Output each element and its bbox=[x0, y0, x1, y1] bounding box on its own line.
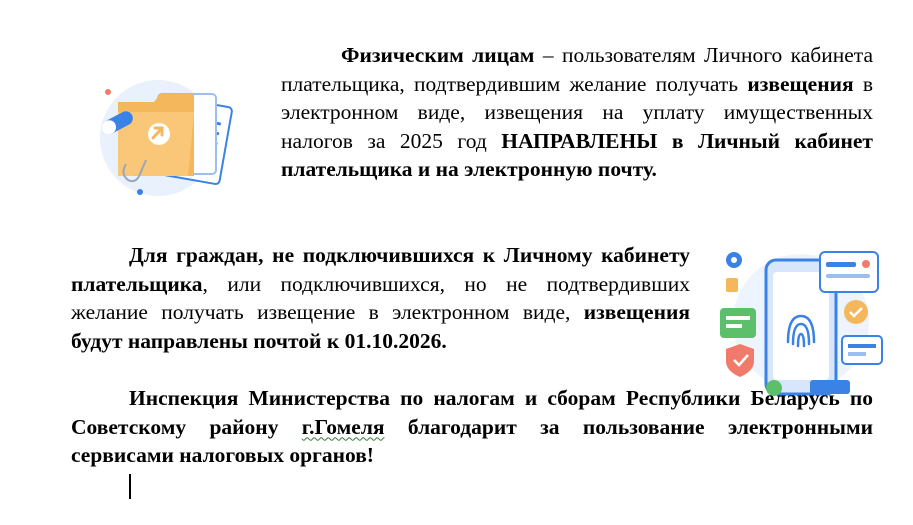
text-segment: – пользователям Личного кабинета плательщика, подтвердившим желание получать bbox=[281, 43, 873, 96]
smartphone-fingerprint-illustration bbox=[716, 232, 886, 402]
text-segment: , или подключившихся, но не подтвердивших желание получать извещение в электронном виде, bbox=[71, 271, 690, 324]
document-folder-illustration bbox=[96, 72, 246, 202]
text-segment: в электронном виде, извещения на уплату имущественных налогов за 2025 год bbox=[281, 71, 873, 153]
bold-segment: извещения bbox=[747, 71, 854, 96]
paragraph-notice-post bbox=[71, 241, 690, 355]
bold-segment: извещения будут направлены почтой к 01.10.2026. bbox=[71, 300, 690, 353]
spellcheck-flagged-word: г.Гомеля bbox=[301, 414, 385, 439]
paragraph-notice-electronic bbox=[281, 41, 873, 184]
bold-lead: Физическим лицам bbox=[341, 43, 535, 67]
bold-segment: Инспекция Министерства по налогам и сборам Республики Беларусь по Советскому району bbox=[71, 386, 873, 439]
bold-segment: НАПРАВЛЕНЫ в Личный кабинет плательщика и на электронную почту. bbox=[281, 128, 873, 181]
text-cursor bbox=[129, 474, 131, 499]
bold-segment: благодарит за пользование электронными сервисами налоговых органов! bbox=[71, 414, 873, 467]
paragraph-thanks bbox=[71, 384, 873, 470]
bold-segment: Для граждан, не подключившихся к Личному кабинету плательщика bbox=[71, 243, 690, 296]
